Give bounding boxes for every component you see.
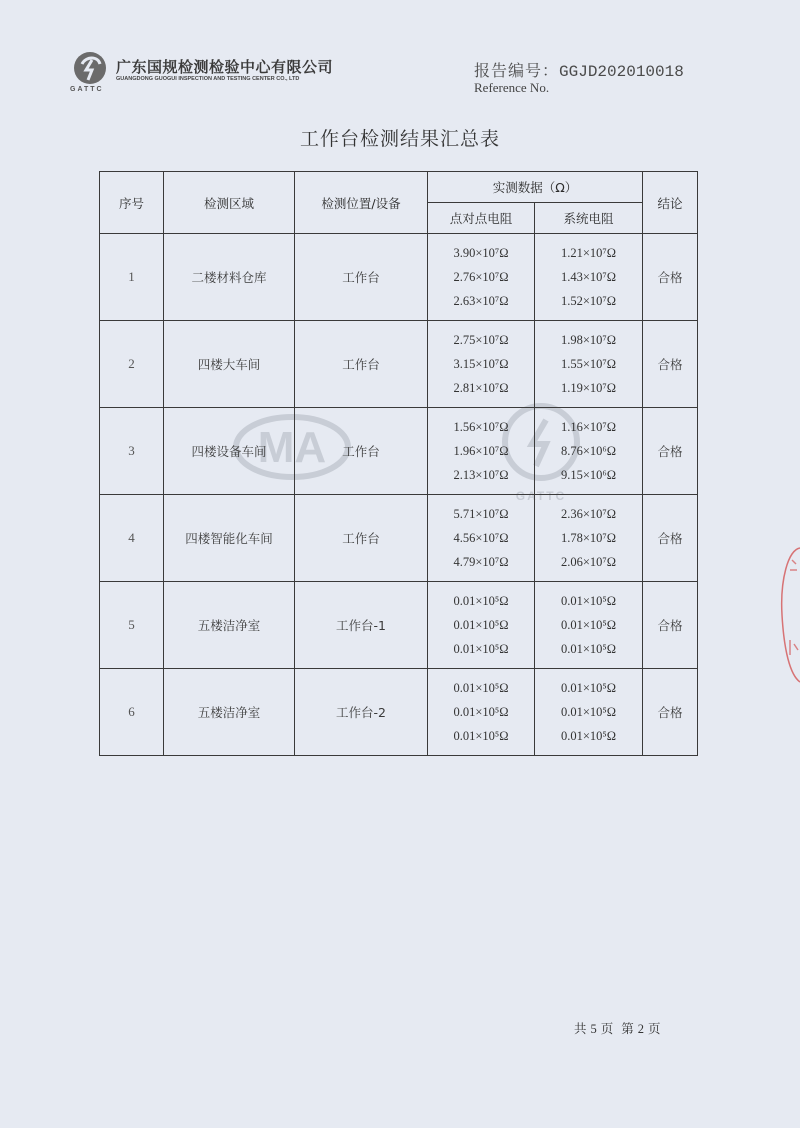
value-line: 0.01×10⁵Ω [453, 642, 509, 656]
cell-p2p [428, 321, 535, 408]
report-number [474, 58, 684, 81]
cell-area: 二楼材料仓库 [164, 234, 295, 321]
value-line: 0.01×10⁵Ω [560, 705, 617, 719]
table-row [100, 582, 698, 669]
cell-system [535, 408, 643, 495]
report-number-label: 报告编号： [474, 61, 560, 80]
cell-conclusion: 合格 [643, 321, 698, 408]
company-logo-icon [72, 50, 108, 86]
header-measured: 实测数据（Ω） [428, 172, 643, 203]
cell-system [535, 669, 643, 756]
value-line: 3.90×10⁷Ω [453, 246, 509, 260]
cell-position: 工作台 [295, 234, 428, 321]
cell-position: 工作台 [295, 408, 428, 495]
value-line: 0.01×10⁵Ω [560, 729, 617, 743]
cell-conclusion: 合格 [643, 408, 698, 495]
cell-seq: 3 [100, 408, 164, 495]
total-pages: 5 [590, 1022, 597, 1036]
value-line: 4.79×10⁷Ω [453, 555, 509, 569]
value-line: 4.56×10⁷Ω [453, 531, 509, 545]
value-line: 0.01×10⁵Ω [453, 594, 509, 608]
table-row [100, 234, 698, 321]
reference-label: Reference No. [474, 80, 550, 95]
value-line: 1.21×10⁷Ω [560, 246, 617, 260]
ma-watermark-text: MA [257, 423, 327, 472]
cell-seq: 4 [100, 495, 164, 582]
table-row [100, 408, 698, 495]
cell-seq: 6 [100, 669, 164, 756]
seal-stamp-icon [770, 540, 800, 690]
header-system: 系统电阻 [535, 203, 643, 234]
cell-area: 四楼智能化车间 [164, 495, 295, 582]
cell-position: 工作台 [295, 321, 428, 408]
header-conclusion: 结论 [643, 172, 698, 234]
document-title: 工作台检测结果汇总表 [299, 128, 500, 150]
value-line: 9.15×10⁶Ω [560, 468, 617, 482]
cell-p2p [428, 234, 535, 321]
value-line: 1.78×10⁷Ω [560, 531, 617, 545]
value-line: 0.01×10⁵Ω [453, 705, 509, 719]
gattc-watermark-text: GATTC [515, 489, 567, 503]
cell-system [535, 495, 643, 582]
cell-conclusion: 合格 [643, 234, 698, 321]
cell-conclusion: 合格 [643, 669, 698, 756]
value-line: 5.71×10⁷Ω [453, 507, 509, 521]
value-line: 8.76×10⁶Ω [560, 444, 617, 458]
value-line: 0.01×10⁵Ω [560, 594, 617, 608]
report-number-value: GGJD202010018 [559, 63, 684, 81]
value-line: 1.16×10⁷Ω [560, 420, 617, 434]
value-line: 0.01×10⁵Ω [453, 618, 509, 632]
cell-conclusion: 合格 [643, 582, 698, 669]
table-row [100, 495, 698, 582]
header-area: 检测区域 [164, 172, 295, 234]
value-line: 1.52×10⁷Ω [560, 294, 617, 308]
cell-seq: 5 [100, 582, 164, 669]
page-word: 页 [600, 1021, 614, 1036]
cell-area: 四楼大车间 [164, 321, 295, 408]
cell-area: 五楼洁净室 [164, 669, 295, 756]
value-line: 1.43×10⁷Ω [560, 270, 617, 284]
value-line: 1.96×10⁷Ω [453, 444, 509, 458]
value-line: 2.13×10⁷Ω [453, 468, 509, 482]
results-table [99, 171, 698, 756]
value-line: 0.01×10⁵Ω [560, 642, 617, 656]
cell-seq: 2 [100, 321, 164, 408]
cell-p2p [428, 408, 535, 495]
logo-abbreviation: GATTC [70, 86, 104, 93]
value-line: 2.06×10⁷Ω [560, 555, 617, 569]
value-line: 2.63×10⁷Ω [453, 294, 509, 308]
cell-position: 工作台 [295, 495, 428, 582]
value-line: 0.01×10⁵Ω [560, 618, 617, 632]
cell-p2p [428, 669, 535, 756]
value-line: 0.01×10⁵Ω [453, 729, 509, 743]
cell-system [535, 321, 643, 408]
page-word: 页 [647, 1021, 661, 1036]
value-line: 1.56×10⁷Ω [453, 420, 509, 434]
value-line: 1.55×10⁷Ω [560, 357, 617, 371]
company-name-cn: 广东国规检测检验中心有限公司 [116, 58, 334, 76]
header-position: 检测位置/设备 [295, 172, 428, 234]
current-page: 2 [637, 1022, 644, 1036]
cell-seq: 1 [100, 234, 164, 321]
cell-position: 工作台-2 [295, 669, 428, 756]
cell-conclusion: 合格 [643, 495, 698, 582]
value-line: 1.19×10⁷Ω [560, 381, 617, 395]
current-prefix: 第 [621, 1021, 634, 1036]
cell-area: 四楼设备车间 [164, 408, 295, 495]
cell-position: 工作台-1 [295, 582, 428, 669]
value-line: 2.36×10⁷Ω [560, 507, 617, 521]
company-name-en: GUANGDONG GUOGUI INSPECTION AND TESTING CENTER CO., LTD [116, 76, 300, 82]
header-seq: 序号 [100, 172, 164, 234]
value-line: 2.81×10⁷Ω [453, 381, 509, 395]
value-line: 0.01×10⁵Ω [453, 681, 509, 695]
table-row [100, 669, 698, 756]
value-line: 3.15×10⁷Ω [453, 357, 509, 371]
cell-system [535, 234, 643, 321]
value-line: 2.76×10⁷Ω [453, 270, 509, 284]
header-p2p: 点对点电阻 [428, 203, 535, 234]
page-number [574, 1019, 660, 1037]
cell-p2p [428, 582, 535, 669]
total-prefix: 共 [574, 1021, 587, 1036]
value-line: 0.01×10⁵Ω [560, 681, 617, 695]
table-row [100, 321, 698, 408]
cell-p2p [428, 495, 535, 582]
cell-area: 五楼洁净室 [164, 582, 295, 669]
cell-system [535, 582, 643, 669]
value-line: 2.75×10⁷Ω [453, 333, 509, 347]
value-line: 1.98×10⁷Ω [560, 333, 617, 347]
